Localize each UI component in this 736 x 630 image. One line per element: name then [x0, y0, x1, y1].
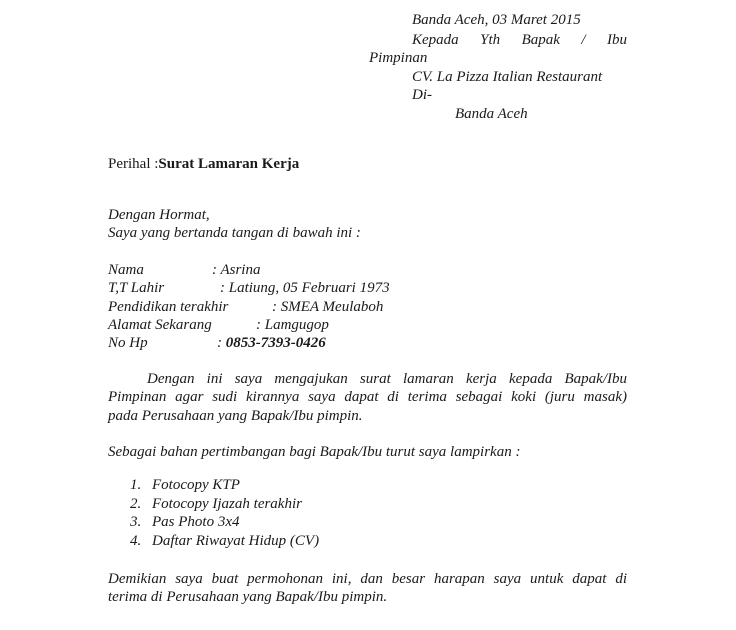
list-item-number: 2. — [130, 496, 142, 512]
field-label: Pendidikan terakhir — [108, 299, 229, 315]
recipient-line-1: Kepada Yth Bapak / Ibu — [412, 32, 627, 48]
field-value: : Latiung, 05 Februari 1973 — [220, 280, 390, 296]
list-item-text: Fotocopy KTP — [152, 477, 240, 493]
list-item — [130, 495, 302, 513]
paragraph1-line-3: pada Perusahaan yang Bapak/Ibu pimpin. — [108, 408, 363, 424]
list-item-text: Daftar Riwayat Hidup (CV) — [152, 533, 320, 549]
field-nama — [108, 261, 260, 279]
field-pendidikan — [108, 298, 383, 316]
list-item-text: Fotocopy Ijazah terakhir — [152, 496, 302, 512]
list-item-number: 1. — [130, 477, 142, 493]
field-value: : Asrina — [212, 262, 261, 278]
recipient-city: Banda Aceh — [455, 106, 528, 122]
subject-value: Surat Lamaran Kerja — [158, 156, 300, 172]
field-value-prefix: : — [217, 335, 226, 351]
letter-date: Banda Aceh, 03 Maret 2015 — [412, 12, 581, 28]
intro-line: Saya yang bertanda tangan di bawah ini : — [108, 225, 361, 241]
list-item — [130, 532, 319, 550]
subject-label: Perihal : — [108, 156, 159, 172]
paragraph1-line-2: Pimpinan agar sudi kirannya saya dapat di terima sebagai koki (juru masak) — [108, 389, 627, 405]
field-label: No Hp — [108, 335, 148, 351]
recipient-line-2: Pimpinan — [369, 50, 428, 66]
field-value: : Lamgugop — [256, 317, 329, 333]
field-alamat — [108, 316, 329, 334]
list-item — [130, 476, 240, 494]
subject-line — [108, 155, 299, 173]
list-item-text: Pas Photo 3x4 — [152, 514, 240, 530]
greeting: Dengan Hormat, — [108, 207, 210, 223]
attachments-intro: Sebagai bahan pertimbangan bagi Bapak/Ibu turut saya lampirkan : — [108, 444, 521, 460]
closing-line-1: Demikian saya buat permohonan ini, dan besar harapan saya untuk dapat di — [108, 571, 627, 587]
closing-line-2: terima di Perusahaan yang Bapak/Ibu pimpin. — [108, 589, 388, 605]
list-item-number: 4. — [130, 533, 142, 549]
field-label: Alamat Sekarang — [108, 317, 212, 333]
field-ttl — [108, 279, 390, 297]
field-label: Nama — [108, 262, 144, 278]
field-value: 0853-7393-0426 — [225, 335, 326, 351]
field-value: : SMEA Meulaboh — [272, 299, 384, 315]
field-nohp — [108, 334, 326, 352]
paragraph1-line-1: Dengan ini saya mengajukan surat lamaran kerja kepada Bapak/Ibu — [147, 371, 627, 387]
list-item — [130, 513, 240, 531]
field-label: T,T Lahir — [108, 280, 165, 296]
recipient-di: Di- — [412, 87, 432, 103]
list-item-number: 3. — [130, 514, 142, 530]
recipient-company: CV. La Pizza Italian Restaurant — [412, 69, 603, 85]
